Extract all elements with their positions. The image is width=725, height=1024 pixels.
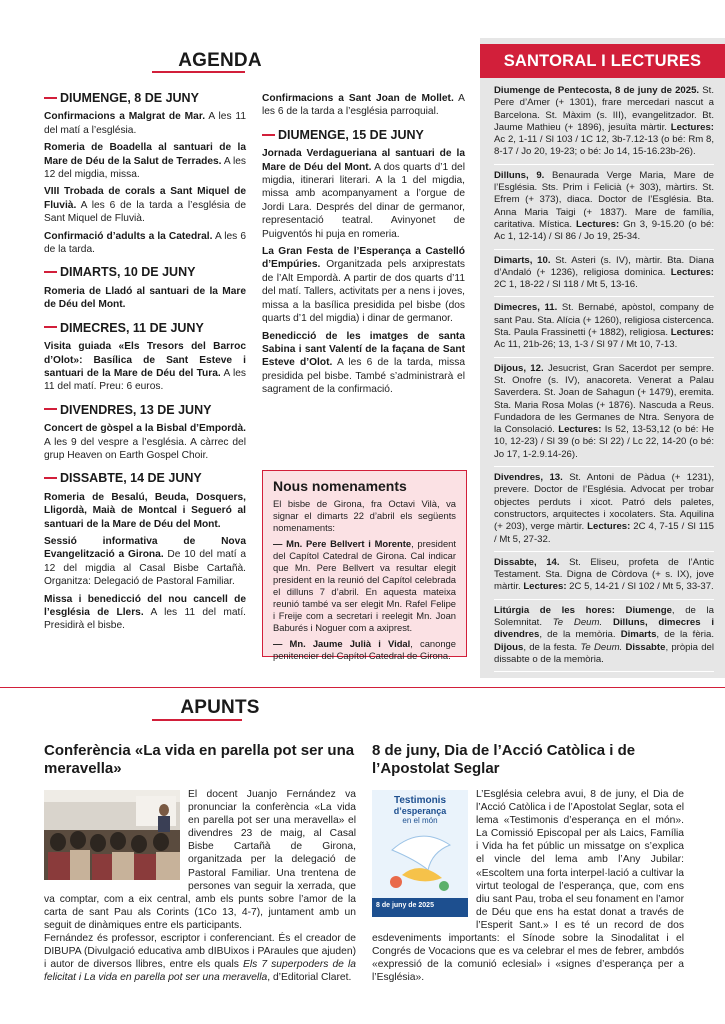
agenda-column-1 [44,82,246,637]
liturgia-part: , de la Solemnitat. [494,604,714,628]
day-label: DIUMENGE, 15 DE JUNY [278,127,424,142]
agenda-event [44,141,246,181]
santoral-saints: St. Pere d’Amer (+ 1301), frare mercedari nascut a Barcelona. St. Màxim (s. III), evangelitzador. Bt. Jaume Mathieu (+ 1896), jesuïta màrtir. [494,85,714,133]
dash-mark [44,97,57,99]
event-details: A les 11 del matí a l’església. [44,111,247,136]
nomenament-name: — Mn. Jaume Julià i Vidal [273,638,411,649]
day-label: DISSABTE, 14 DE JUNY [60,471,202,486]
event-title: Jornada Verdagueriana al santuari de la Mare de Déu del Mont. [262,148,465,173]
poster-spacer [372,788,476,920]
book-titles: Els 7 superpoders de la felicitat i La vida en parella pot ser una meravella [44,959,356,984]
lectures-label: Lectures: [520,581,567,593]
agenda-event [44,422,246,462]
agenda-day-heading [44,266,246,279]
p2-end: , d’Editorial Claret. [267,972,352,984]
event-title: Visita guiada «Els Tresors del Barroc d’Olot»: Basílica de Sant Esteve i santuari de la Mare de Déu del Tura. [44,341,246,379]
event-title: Romeria de Besalú, Beuda, Dosquers, Lligordà, Maià de Montcal i Segueró al santuari de la Mare de Déu del Mont. [44,491,246,530]
santoral-entry [494,165,714,250]
lectures-refs: 2C 1, 18-22 / Sl 118 / Mt 5, 13-16. [494,279,638,291]
liturgia-part: , de la festa. [523,641,578,653]
santoral-saints: St. Eliseu, profeta de l’Antic Testament. Sta. Digna de Còrdova (+ s. IX), jove màrtir. [494,556,714,593]
nomenaments-intro: El bisbe de Girona, fra Octavi Vilà, va signar el dimarts 22 d’abril els següents nomenaments: [273,498,456,533]
santoral-entry [494,297,714,357]
poster-line-3: en el món [402,816,438,825]
day-label: DIVENDRES, 13 DE JUNY [60,402,212,417]
nomenament-role: , canonge penitencier del Capítol Catedral de Girona. [273,638,456,661]
liturgia-part: Litúrgia de les hores: Diumenge [494,604,672,616]
liturgia-part: , de la fèria. [656,629,714,641]
agenda-event [262,147,465,241]
event-details: A les 11 del matí. Presidirà el bisbe. [44,607,246,632]
apunts-underline [152,719,242,721]
liturgia-part: Te Deum. [577,641,623,653]
poster-date: 8 de juny de 2025 [376,902,434,909]
santoral-header [480,44,725,78]
agenda-event [44,491,246,531]
day-label: DIMECRES, 11 DE JUNY [60,320,204,335]
santoral-day: Diumenge de Pentecosta, 8 de juny de 2025. [494,85,700,96]
lectures-label: Lectures: [554,424,602,436]
agenda-event [262,92,465,119]
liturgia-part: , de la memòria. [539,629,616,641]
agenda-day-heading [44,92,246,105]
santoral-day: Divendres, 13. [494,472,563,484]
agenda-day-heading [262,129,465,142]
agenda-underline [152,71,245,73]
lectures-refs: 2C 4, 7-15 / Sl 115 / Mt 5, 27-32. [494,521,714,545]
nomenament-role: , president del Capítol Catedral de Girona. Cal indicar que Mn. Pere Bellvert va resultar elegit president en la reunió del Capítol celebrada el dilluns 7 d’abril. En aquesta mateixa reunió també va ser elegit Mn. Rafel Felipe i Freije com a secretari i reelegit Mn. Joan Baburés i Noguer com a axiprest. [273,538,457,633]
lectures-refs: Is 52, 13-53,12 (o bé: He 10, 12-23) / Sl 39 (o bé: Sl 22) / Lc 22, 14-20 (o bé: Jo 17, 1-2.9.14-26). [494,424,715,460]
santoral-saints: St. Antoni de Pàdua (+ 1231), prevere. Doctor de l’Església. Advocat per trobar objectes perduts i xicot. Patró dels paletes, constructors, arquitectes i xocolaters. Sta. Aquilina (+ 203), verge màrtir. [494,472,714,533]
lectures-label: Lectures: [584,521,631,533]
santoral-entry [494,80,714,165]
agenda-day-heading [44,404,246,417]
liturgia-part: Dimarts [615,629,657,641]
event-details: A les 6 de la tarda. [44,230,246,256]
event-details: A les 6 de la tarda, missa presidida pel bisbe. També s’administrarà el sagrament de la confirmació. [262,357,465,396]
poster-line-2: d’esperança [393,806,447,816]
santoral-saints: Benaurada Verge Maria, Mare de l’Església. Sts. Prim i Felicià (+ 303), màrtirs. St. Efrem (+ 373), diaca. Doctor de l’Església. Bta. Anna Maria Taigi (+ 1837). Mare de família, caritativa. Mística. [494,169,714,230]
santoral-day: Dimarts, 10. [494,254,551,266]
santoral-day: Dijous, 12. [494,362,544,374]
liturgia-part: Te Deum. [542,616,603,628]
agenda-event [262,245,465,325]
dash-mark [262,134,275,136]
apunts-title: APUNTS [180,697,260,718]
santoral-entry [494,358,714,467]
poster-line-1: Testimonis [393,795,447,806]
lectures-refs: Ac 11, 21b-26; 13, 1-3 / Sl 97 / Mt 10, 7-13. [494,339,678,351]
event-title: Benedicció de les imatges de santa Sabina i sant Valentí de la façana de Sant Esteve d’Olot. [262,330,465,369]
agenda-event [44,535,246,589]
event-details: Organitzada pels arxiprestats de l’Alt Empordà. A partir de dos quarts d’11 del matí. Tallers, activitats per a nens i joves, missa a la basílica presidida pel bisbe (dos quarts d’1 del migdia) i dinar de germanor. [262,259,465,325]
nomenament-name: — Mn. Pere Bellvert i Morente [273,538,412,549]
apunt-left-paragraph-1: El docent Juanjo Fernández va pronunciar la conferència «La vida en parella pot ser una meravella» el divendres 23 de maig, al Casal Bisbe Cartañà de Girona, organitzada per la delegació de Pastoral Familiar. Una trentena de persones van seguir la xerrada, que va comptar, com a eix central, amb els punts sobre l’amor de la carta de sant Pau als Corints (1Co 13, 4-7), juntament amb un seguit de dinàmiques entre els participants. [44,789,356,931]
lectures-label: Lectures: [665,266,714,278]
santoral-day: Dilluns, 9. [494,169,545,181]
agenda-event [44,593,246,633]
lectures-label: Lectures: [668,327,714,339]
nomenament-entry [273,538,456,634]
lectures-refs: 2C 5, 14-21 / Sl 102 / Mt 5, 33-37. [566,581,714,593]
liturgia-part: Dilluns, dimecres i divendres [494,616,714,641]
agenda-title: AGENDA [178,50,262,71]
event-title: Missa i benedicció del nou cancell de l’església de Llers. [44,593,246,618]
p2-start: Fernández és professor, escriptor i conferenciant. És el creador de DIBUPA (Divulgació educativa amb dIBUixos i PAraules que ajuden) i autor de diversos llibres, entre els quals [44,933,356,971]
event-title: Confirmació d’adults a la Catedral. [44,230,213,242]
santoral-day: Dissabte, 14. [494,556,560,568]
santoral-day: Dimecres, 11. [494,302,558,314]
liturgia-hores [494,600,714,672]
liturgia-part: Dissabte [622,641,666,653]
event-title: Concert de gòspel a la Bisbal d’Empordà. [44,423,246,435]
event-details: A les 12 del migdia, missa. [44,155,246,181]
event-title: Confirmacions a Malgrat de Mar. [44,111,206,123]
santoral-saints: St. Bernabé, apòstol, company de sant Pau. Sta. Alícia (+ 1260), religiosa cistercenca. Sta. Paula Frassinetti (+ 1882), religiosa. [494,302,714,339]
dash-mark [44,408,57,410]
event-title: Romeria de Lladó al santuari de la Mare de Déu del Mont. [44,285,246,311]
event-title: Sessió informativa de Nova Evangelització a Girona. [44,535,246,561]
agenda-event [44,285,246,312]
day-label: DIUMENGE, 8 DE JUNY [60,91,199,105]
liturgia-part: Dijous [494,641,524,653]
agenda-event [44,340,246,394]
agenda-day-heading [44,322,246,335]
event-title: Romeria de Boadella al santuari de la Mare de Déu de la Salut de Terrades. [44,142,246,167]
agenda-event [44,185,246,225]
event-title: VIII Trobada de corals a Sant Miquel de Fluvià. [44,186,246,211]
lectures-refs: Ac 2, 1-11 / Sl 103 / 1C 12, 3b-7.12-13 (o bé: Rm 8, 8-17 / Jo 20, 19-23; o bé: Jo 14, 15-16.23b-26). [494,134,714,158]
nomenament-entry [273,638,456,662]
event-details: A les 9 del vespre a l’església. A càrrec del grup Heaven on Earth Gospel Choir. [44,436,246,461]
agenda-column-2 [262,92,465,401]
event-details: A les 6 de la tarda a l’església de Sant Miquel de Fluvià. [44,199,246,225]
lectures-label: Lectures: [666,121,714,133]
event-details: De 10 del matí a 12 del migdia al Casal Bisbe Cartañà. Organitza: Delegació de Pastoral Familiar. [44,549,246,588]
dash-mark [44,271,57,273]
apunts-rule [0,687,725,688]
day-label: DIMARTS, 10 DE JUNY [60,265,196,280]
lectures-refs: Gn 3, 9-15.20 (o bé: Ac 1, 12-14) / Sl 86 / Jo 19, 25-34. [494,218,714,243]
liturgia-part: , pròpia del dissabte o de la memòria. [494,641,714,665]
apunt-right-title: 8 de juny, Dia de l’Acció Catòlica i de l’Apostolat Seglar [372,742,636,777]
santoral-saints: Jesucrist, Gran Sacerdot per sempre. St. Onofre (s. IV), anacoreta. Venerat a Palau Saverdera. St. Joan de Sahagun (+ 1479), eremita. Sta. Maria Rosa Molas (+ 1876). Nascuda a Reus. Fundadora de les Germanes de Ntra. Senyora de la Consolació. [494,362,715,436]
santoral-entries [494,80,714,672]
agenda-event [44,110,246,137]
nomenaments-box [262,470,467,661]
photo-spacer [44,788,188,884]
event-details: A dos quarts d’1 del migdia, itinerari literari. A la 1 del migdia, missa amb acompanyament a l’orgue de Jordi Lara. Després del dinar de germanor, representació teatral. Avinyonet de Puigventós hi puja en romeria. [262,161,465,240]
nomenaments-text [263,498,466,662]
santoral-entry [494,250,714,298]
apunt-right-paragraph: L’Església celebra avui, 8 de juny, el Dia de l’Acció Catòlica i de l’Apostolat Seglar, sota el lema «Testimonis d’esperança en el món». La Comissió Episcopal per als Laics, Família i Vida ha fet públic un missatge on s’explica el vincle del lema amb l’Any Jubilar: «Escoltem una forta interpel·lació a cultivar la virtut teologal de l’esperança, que, com ens diu sant Pau, troba el seu fonament en l’amor de Déu que ens ha estat donat a través de l’Esperit Sant.» I es té un record de dos esdeveniments importants: el Sínode sobre la Sinodalitat i el Congrés de Vocacions que es va celebrar el mes de febrer, ambdós «expressió de la comunió eclesial» i «signes d’esperança per a l’Església». [372,789,684,984]
agenda-day-heading [44,472,246,485]
event-details: A les 6 de la tarda a l’església parroquial. [262,93,465,118]
apunt-right-text [372,788,684,984]
agenda-event [44,230,246,257]
event-title: La Gran Festa de l’Esperança a Castelló d’Empúries. [262,246,465,271]
apunt-left-title: Conferència «La vida en parella pot ser una meravella» [44,742,355,777]
santoral-entry [494,552,714,600]
dash-mark [44,477,57,479]
agenda-event [262,330,465,397]
lectures-label: Lectures: [572,218,620,230]
santoral-saints: St. Asteri (s. IV), màrtir. Bta. Diana d’Andaló (+ 1236), religiosa dominica. [494,254,714,278]
dash-mark [44,326,57,328]
apunt-left-paragraph-2 [44,932,356,984]
santoral-entry [494,467,714,552]
event-details: A les 11 del matí. Preu: 6 euros. [44,367,246,393]
apunt-left-text [44,788,356,984]
santoral-title: SANTORAL I LECTURES [503,52,702,70]
nomenaments-title: Nous nomenaments [273,478,407,494]
event-title: Confirmacions a Sant Joan de Mollet. [262,93,454,104]
